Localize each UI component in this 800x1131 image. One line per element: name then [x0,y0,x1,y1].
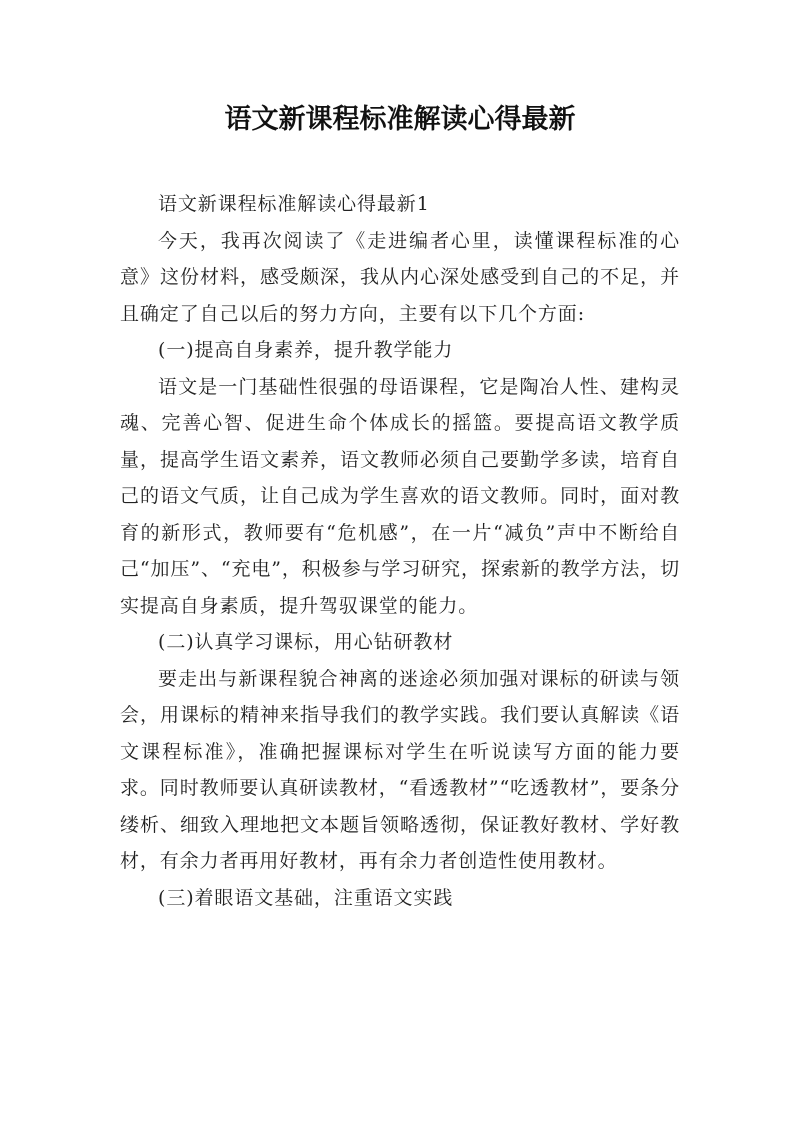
document-title: 语文新课程标准解读心得最新 [224,104,576,135]
document-body [120,186,680,916]
body-paragraph-1: 语文是一门基础性很强的母语课程，它是陶冶人性、建构灵魂、完善心智、促进生命个体成长的摇篮。要提高语文教学质量，提高学生语文素养，语文教师必须自己要勤学多读，培育自己的语文气质，让自己成为学生喜欢的语文教师。同时，面对教育的新形式，教师要有“危机感”，在一片“减负”声中不断给自己“加压”、“充电”，积极参与学习研究，探索新的教学方法，切实提高自身素质，提升驾驭课堂的能力。 [120,375,680,617]
intro-paragraph: 今天，我再次阅读了《走进编者心里，读懂课程标准的心意》这份材料，感受颇深，我从内心深处感受到自己的不足，并且确定了自己以后的努力方向，主要有以下几个方面: [120,229,680,325]
section-heading-2: (二)认真学习课标，用心钻研教材 [158,631,454,653]
section-heading-3: (三)着眼语文基础，注重语文实践 [158,886,454,909]
subtitle-paragraph: 语文新课程标准解读心得最新1 [158,193,430,215]
section-heading-1: (一)提高自身素养，提升教学能力 [158,339,454,361]
body-paragraph-2: 要走出与新课程貌合神离的迷途必须加强对课标的研读与领会，用课标的精神来指导我们的教学实践。我们要认真解读《语文课程标准》，准确把握课标对学生在听说读写方面的能力要求。同时教师要认真研读教材，“看透教材”“吃透教材”，要条分缕析、细致入理地把文本题旨领略透彻，保证教好教材、学好教材，有余力者再用好教材，再有余力者创造性使用教材。 [120,667,680,872]
